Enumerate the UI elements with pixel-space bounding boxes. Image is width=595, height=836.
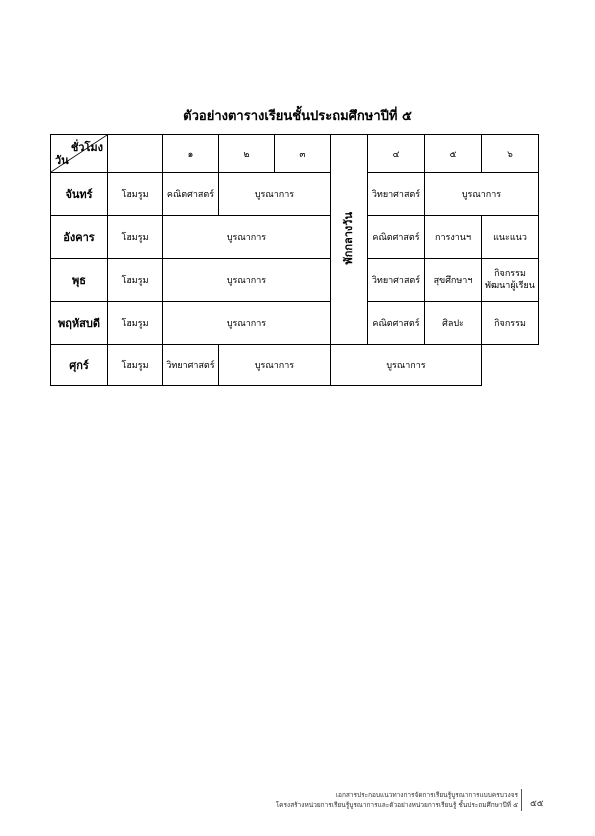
subject-cell: คณิตศาสตร์	[368, 302, 425, 345]
subject-cell: กิจกรรมพัฒนาผู้เรียน	[482, 259, 539, 302]
corner-day-label: วัน	[55, 154, 69, 167]
homeroom-header	[108, 135, 163, 173]
subject-cell: บูรณาการ	[163, 259, 331, 302]
header-row	[51, 135, 539, 173]
period-header-2: ๒	[219, 135, 275, 173]
subject-cell: คณิตศาสตร์	[368, 216, 425, 259]
table-row	[51, 302, 539, 345]
day-cell: พฤหัสบดี	[51, 302, 108, 345]
period-header-6: ๖	[482, 135, 539, 173]
day-cell: จันทร์	[51, 173, 108, 216]
subject-cell: คณิตศาสตร์	[163, 173, 219, 216]
homeroom-cell: โฮมรูม	[108, 259, 163, 302]
page-title: ตัวอย่างตารางเรียนชั้นประถมศึกษาปีที่ ๕	[183, 109, 412, 124]
subject-cell: วิทยาศาสตร์	[368, 173, 425, 216]
footer-divider	[521, 789, 522, 811]
table-row	[51, 173, 539, 216]
corner-cell	[51, 135, 108, 173]
subject-cell: แนะแนว	[482, 216, 539, 259]
day-cell: อังคาร	[51, 216, 108, 259]
homeroom-cell: โฮมรูม	[108, 173, 163, 216]
subject-cell: การงานฯ	[425, 216, 482, 259]
period-header-4: ๔	[368, 135, 425, 173]
day-cell: ศุกร์	[51, 345, 108, 386]
subject-cell: สุขศึกษาฯ	[425, 259, 482, 302]
homeroom-cell: โฮมรูม	[108, 302, 163, 345]
subject-cell: ศิลปะ	[425, 302, 482, 345]
subject-cell: บูรณาการ	[331, 345, 482, 386]
subject-cell: บูรณาการ	[163, 216, 331, 259]
page-number: ๕๕	[530, 799, 544, 809]
period-header-1: ๑	[163, 135, 219, 173]
lunch-break-label: พักกลางวัน	[342, 211, 355, 265]
timetable	[50, 134, 539, 386]
subject-cell: วิทยาศาสตร์	[163, 345, 219, 386]
table-row	[51, 259, 539, 302]
subject-cell: บูรณาการ	[219, 345, 331, 386]
period-header-3: ๓	[275, 135, 331, 173]
table-row	[51, 216, 539, 259]
homeroom-cell: โฮมรูม	[108, 216, 163, 259]
subject-cell: บูรณาการ	[219, 173, 331, 216]
period-header-5: ๕	[425, 135, 482, 173]
subject-cell: บูรณาการ	[163, 302, 331, 345]
table-row	[51, 345, 539, 386]
day-cell: พุธ	[51, 259, 108, 302]
footer-line-1: เอกสารประกอบแนวทางการจัดการเรียนรู้บูรณาการแบบครบวงจร	[335, 791, 518, 799]
footer-line-2: โครงสร้างหน่วยการเรียนรู้บูรณาการและตัวอย่างหน่วยการเรียนรู้ ชั้นประถมศึกษาปีที่ ๕	[275, 801, 518, 809]
corner-period-label: ชั่วโมง	[70, 141, 103, 154]
subject-cell: กิจกรรม	[482, 302, 539, 345]
lunch-break-cell	[331, 135, 368, 345]
footer-text	[200, 790, 518, 810]
homeroom-cell: โฮมรูม	[108, 345, 163, 386]
subject-cell: วิทยาศาสตร์	[368, 259, 425, 302]
subject-cell: บูรณาการ	[425, 173, 539, 216]
